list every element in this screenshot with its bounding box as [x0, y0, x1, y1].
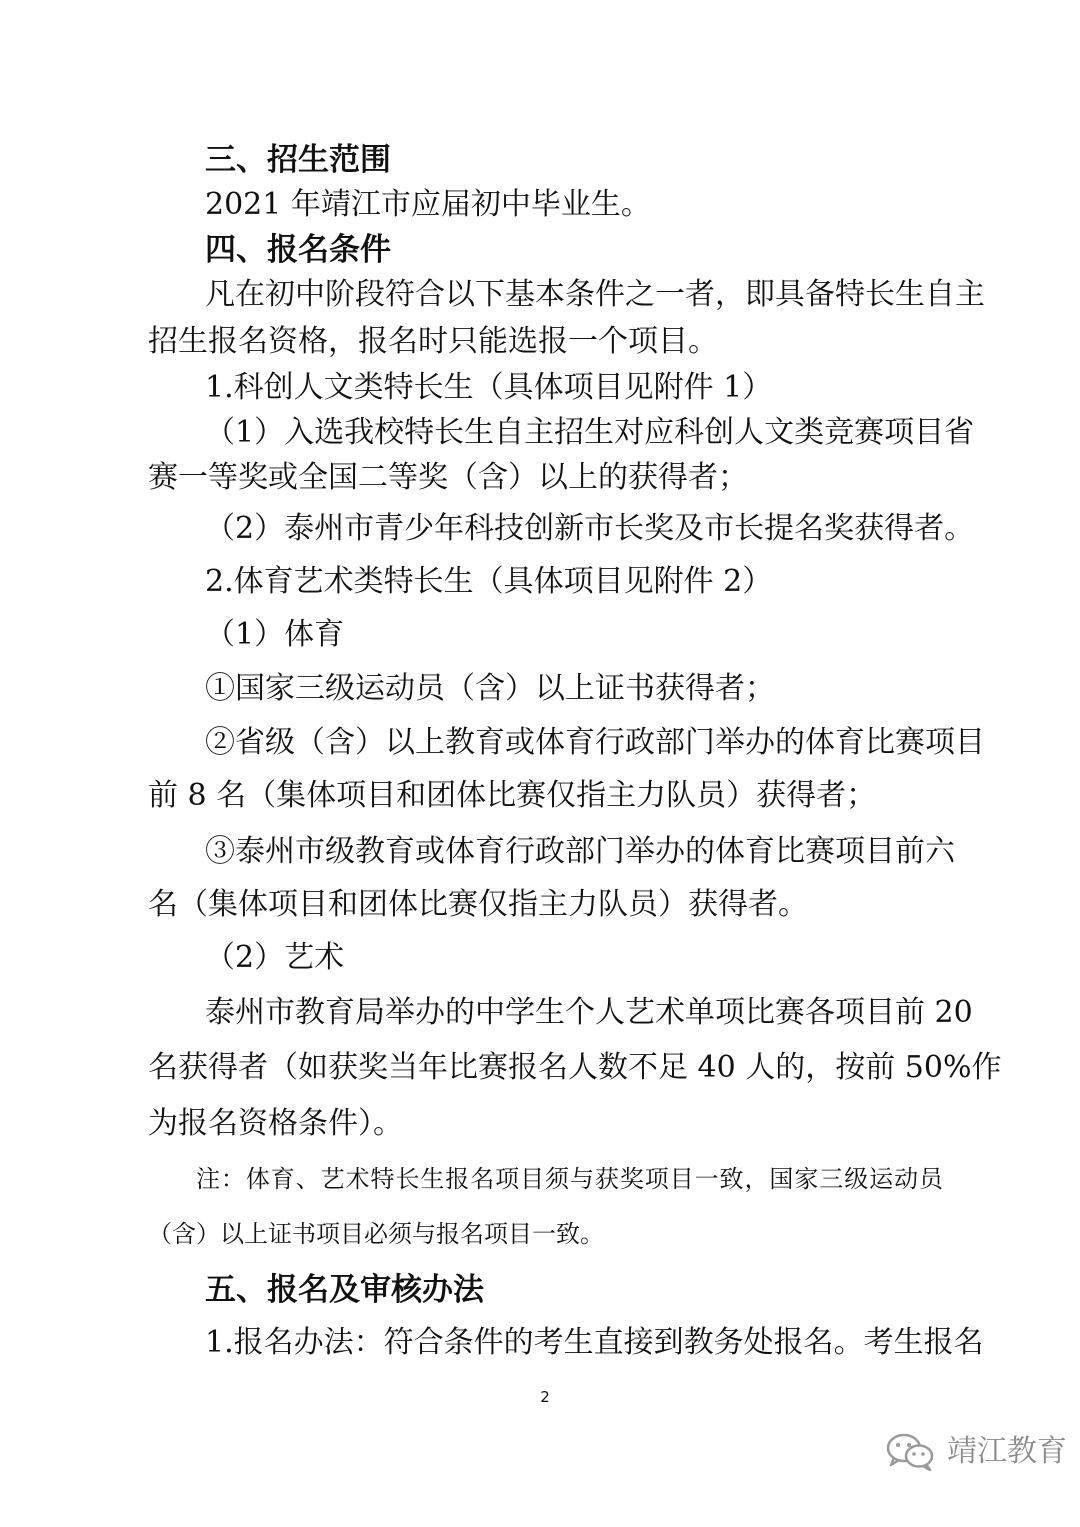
paragraph-line: ③泰州市级教育或体育行政部门举办的体育比赛项目前六	[205, 834, 955, 869]
note-line: 注：体育、艺术特长生报名项目须与获奖项目一致，国家三级运动员	[196, 1165, 943, 1193]
paragraph-line: 招生报名资格，报名时只能选报一个项目。	[148, 324, 718, 359]
paragraph-line: 名获得者（如获奖当年比赛报名人数不足 40 人的，按前 50%作	[148, 1050, 1002, 1085]
paragraph-line: 凡在初中阶段符合以下基本条件之一者，即具备特长生自主	[205, 277, 985, 312]
paragraph-line: 前 8 名（集体项目和团体比赛仅指主力队员）获得者；	[148, 778, 877, 813]
note-line: （含）以上证书项目必须与报名项目一致。	[148, 1220, 604, 1248]
paragraph-line: 1.报名办法：符合条件的考生直接到教务处报名。考生报名	[205, 1325, 984, 1360]
item-heading-sports: （1）体育	[205, 617, 345, 652]
item-heading-arts: （2）艺术	[205, 940, 345, 975]
subsection-heading-science: 1.科创人文类特长生（具体项目见附件 1）	[205, 370, 773, 405]
wechat-icon	[885, 1432, 937, 1472]
paragraph-line: （1）入选我校特长生自主招生对应科创人文类竞赛项目省	[205, 415, 975, 450]
paragraph-line: （2）泰州市青少年科技创新市长奖及市长提名奖获得者。	[205, 511, 975, 546]
section-heading-registration: 五、报名及审核办法	[205, 1272, 484, 1308]
paragraph-line: ②省级（含）以上教育或体育行政部门举办的体育比赛项目	[205, 725, 985, 760]
paragraph-line: 为报名资格条件）。	[148, 1106, 403, 1141]
section-heading-enrollment-scope: 三、招生范围	[205, 142, 391, 178]
section-heading-requirements: 四、报名条件	[205, 232, 391, 268]
subsection-heading-sports-arts: 2.体育艺术类特长生（具体项目见附件 2）	[205, 564, 773, 599]
watermark-text: 靖江教育	[947, 1434, 1067, 1469]
paragraph-line: 名（集体项目和团体比赛仅指主力队员）获得者。	[148, 887, 808, 922]
page-number: 2	[540, 1388, 550, 1406]
watermark	[885, 1430, 1067, 1474]
paragraph-line: 泰州市教育局举办的中学生个人艺术单项比赛各项目前 20	[205, 995, 973, 1030]
paragraph-line: 2021 年靖江市应届初中毕业生。	[205, 187, 651, 222]
paragraph-line: ①国家三级运动员（含）以上证书获得者；	[205, 671, 775, 706]
paragraph-line: 赛一等奖或全国二等奖（含）以上的获得者；	[148, 460, 748, 495]
